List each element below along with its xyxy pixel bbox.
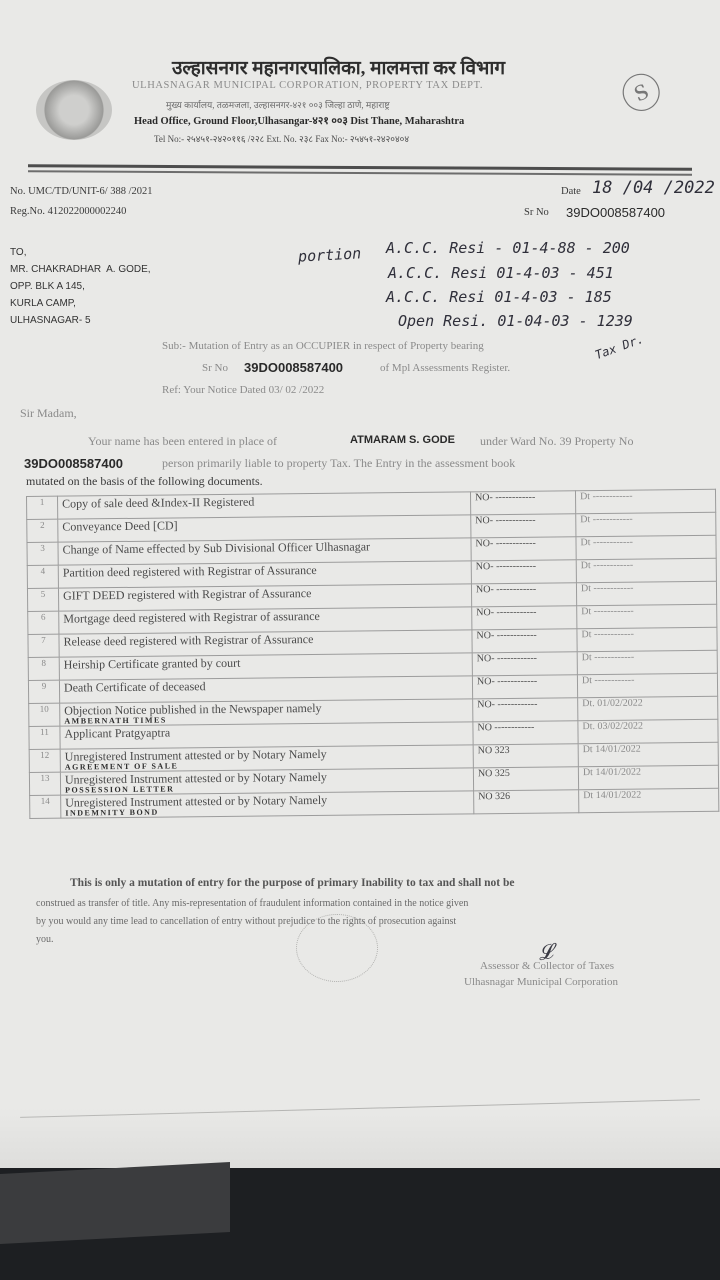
document-number: NO- ------------ <box>473 698 578 722</box>
previous-owner-name: ATMARAM S. GODE <box>350 434 455 446</box>
document-name: Conveyance Deed [CD] <box>62 518 178 534</box>
document-name: Change of Name effected by Sub Divisional Officer Ulhasnagar <box>62 539 371 557</box>
row-number: 14 <box>30 795 61 818</box>
page-line <box>20 1099 700 1118</box>
footer-note: construed as transfer of title. Any mis-representation of fraudulent information contained in the notice given <box>36 898 469 909</box>
document-number: NO- ------------ <box>472 652 577 676</box>
document-subname: AMBERNATH TIMES <box>64 715 167 726</box>
corner-mark-icon: ⓢ <box>614 65 670 123</box>
header-marathi-address: मुख्य कार्यालय, तळमजला, उल्हासनगर-४२१ ००३ जिल्हा ठाणे, महाराष्ट्र <box>166 100 390 110</box>
row-number: 12 <box>29 749 60 772</box>
document-date: Dt ------------ <box>577 627 717 651</box>
signature: 𝓛 <box>536 938 555 966</box>
document-date: Dt 14/01/2022 <box>579 788 719 812</box>
document-name: Partition deed registered with Registrar of Assurance <box>62 562 317 580</box>
row-number: 8 <box>28 657 59 680</box>
document-name: Objection Notice published in the Newspaper namely <box>64 700 322 718</box>
document-number: NO ------------ <box>473 721 578 745</box>
document-name: Copy of sale deed &Index-II Registered <box>62 494 255 511</box>
document-name: Unregistered Instrument attested or by Notary Namely <box>64 769 327 787</box>
document-date: Dt ------------ <box>577 673 717 697</box>
document-number: NO- ------------ <box>470 491 575 515</box>
row-number: 10 <box>29 703 60 726</box>
row-number: 9 <box>28 680 59 703</box>
handwritten-sign: Tax Dr. <box>593 331 646 363</box>
salutation: Sir Madam, <box>20 406 77 420</box>
reference-line: Ref: Your Notice Dated 03/ 02 /2022 <box>162 384 325 396</box>
document-date: Dt ------------ <box>577 650 717 674</box>
property-number: 39DO008587400 <box>24 456 124 471</box>
document-name: Release deed registered with Registrar of Assurance <box>63 631 314 649</box>
document-number: NO- ------------ <box>471 514 576 538</box>
row-number: 7 <box>28 634 59 657</box>
address-line: ULHASNAGAR- 5 <box>10 315 91 326</box>
subject-sr-suffix: of Mpl Assessments Register. <box>380 362 511 374</box>
document-subname: INDEMNITY BOND <box>65 807 159 818</box>
letter-number: No. UMC/TD/UNIT-6/ 388 /2021 <box>10 186 153 197</box>
document-name: Applicant Pratgyaptra <box>64 725 171 741</box>
document-subname: POSSESSION LETTER <box>65 784 175 795</box>
header-address: Head Office, Ground Floor,Ulhasangar-४२१ ००३ Dist Thane, Maharashtra <box>134 116 465 127</box>
municipal-emblem-icon <box>36 80 112 140</box>
footer-note: This is only a mutation of entry for the purpose of primary Inability to tax and shall not be <box>70 877 515 889</box>
row-number: 13 <box>29 772 60 795</box>
document-date: Dt ------------ <box>576 581 716 605</box>
handwritten-line: A.C.C. Resi - 01-4-88 - 200 <box>386 239 630 257</box>
row-number: 5 <box>27 588 58 611</box>
document-name: Unregistered Instrument attested or by Notary Namely <box>65 792 328 810</box>
document-name: GIFT DEED registered with Registrar of Assurance <box>62 586 312 603</box>
document-name: Heirship Certificate granted by court <box>63 655 241 672</box>
header-tel: Tel No:- २५४५१-२४२०११६ /२२८ Ext. No. २३८ Fax No:- २५४५१-२४२०४०४ <box>154 134 410 144</box>
body-text-line3: mutated on the basis of the following documents. <box>26 474 263 488</box>
header-marathi-title: उल्हासनगर महानगरपालिका, मालमत्ता कर विभाग <box>172 58 506 79</box>
handwritten-portion: portion <box>297 244 362 266</box>
header-rule <box>28 164 692 170</box>
document-date: Dt 14/01/2022 <box>578 742 718 766</box>
document-date: Dt ------------ <box>576 535 716 559</box>
signatory-organization: Ulhasnagar Municipal Corporation <box>464 976 618 988</box>
row-number: 4 <box>27 565 58 588</box>
sr-value: 39DO008587400 <box>566 205 666 220</box>
paper-below <box>0 1162 230 1244</box>
document-subname: AGREEMENT OF SALE <box>64 761 179 772</box>
documents-table <box>26 489 719 819</box>
signatory-title: Assessor & Collector of Taxes <box>480 960 615 972</box>
document-date: Dt 14/01/2022 <box>578 765 718 789</box>
addressee-block <box>10 244 151 329</box>
row-number: 11 <box>29 726 60 749</box>
table-surface <box>0 1168 720 1280</box>
subject-line: Sub:- Mutation of Entry as an OCCUPIER in respect of Property bearing <box>162 340 484 352</box>
footer-note: by you would any time lead to cancellation of entry without prejudice to the rights of prosecution against <box>36 916 457 927</box>
body-text-line2: person primarily liable to property Tax. The Entry in the assessment book <box>162 456 516 470</box>
footer-note: you. <box>36 934 54 945</box>
office-stamp <box>296 914 378 982</box>
document-number: NO 323 <box>473 744 578 768</box>
document-number: NO- ------------ <box>472 675 577 699</box>
address-line: OPP. BLK A 145, <box>10 281 85 292</box>
subject-sr-prefix: Sr No <box>202 362 228 374</box>
registration-number: Reg.No. 412022000002240 <box>10 206 127 217</box>
document-name: Unregistered Instrument attested or by Notary Namely <box>64 746 327 764</box>
handwritten-line: A.C.C. Resi 01-4-03 - 451 <box>388 264 614 282</box>
document-number: NO- ------------ <box>471 537 576 561</box>
document-date: Dt ------------ <box>576 512 716 536</box>
document-number: NO- ------------ <box>472 606 577 630</box>
document-date: Dt ------------ <box>575 489 715 513</box>
date-value: 18 /04 /2022 <box>592 178 715 198</box>
document-number: NO 325 <box>473 767 578 791</box>
document-description <box>61 791 474 818</box>
document-date: Dt ------------ <box>577 604 717 628</box>
document-date: Dt. 01/02/2022 <box>578 696 718 720</box>
document-name: Mortgage deed registered with Registrar of assurance <box>63 608 320 626</box>
address-line: MR. CHAKRADHAR A. GODE, <box>10 264 151 275</box>
address-line: TO, <box>10 247 27 258</box>
address-line: KURLA CAMP, <box>10 298 76 309</box>
row-number: 2 <box>27 519 58 542</box>
document-number: NO- ------------ <box>472 629 577 653</box>
sr-label: Sr No <box>524 207 549 218</box>
row-number: 3 <box>27 542 58 565</box>
row-number: 1 <box>27 496 58 519</box>
handwritten-line: Open Resi. 01-04-03 - 1239 <box>398 312 633 330</box>
document-number: NO- ------------ <box>471 583 576 607</box>
subject-sr-value: 39DO008587400 <box>244 360 344 375</box>
row-number: 6 <box>28 611 59 634</box>
body-text-post: under Ward No. 39 Property No <box>480 434 634 448</box>
document-date: Dt ------------ <box>576 558 716 582</box>
document-name: Death Certificate of deceased <box>63 679 206 695</box>
body-text-pre: Your name has been entered in place of <box>88 434 278 448</box>
header-english-title: ULHASNAGAR MUNICIPAL CORPORATION, PROPERTY TAX DEPT. <box>132 80 484 91</box>
date-label: Date <box>561 186 581 197</box>
document-number: NO 326 <box>474 790 579 814</box>
document-number: NO- ------------ <box>471 560 576 584</box>
header-rule-thin <box>28 170 692 175</box>
document-date: Dt. 03/02/2022 <box>578 719 718 743</box>
handwritten-line: A.C.C. Resi 01-4-03 - 185 <box>386 288 612 306</box>
